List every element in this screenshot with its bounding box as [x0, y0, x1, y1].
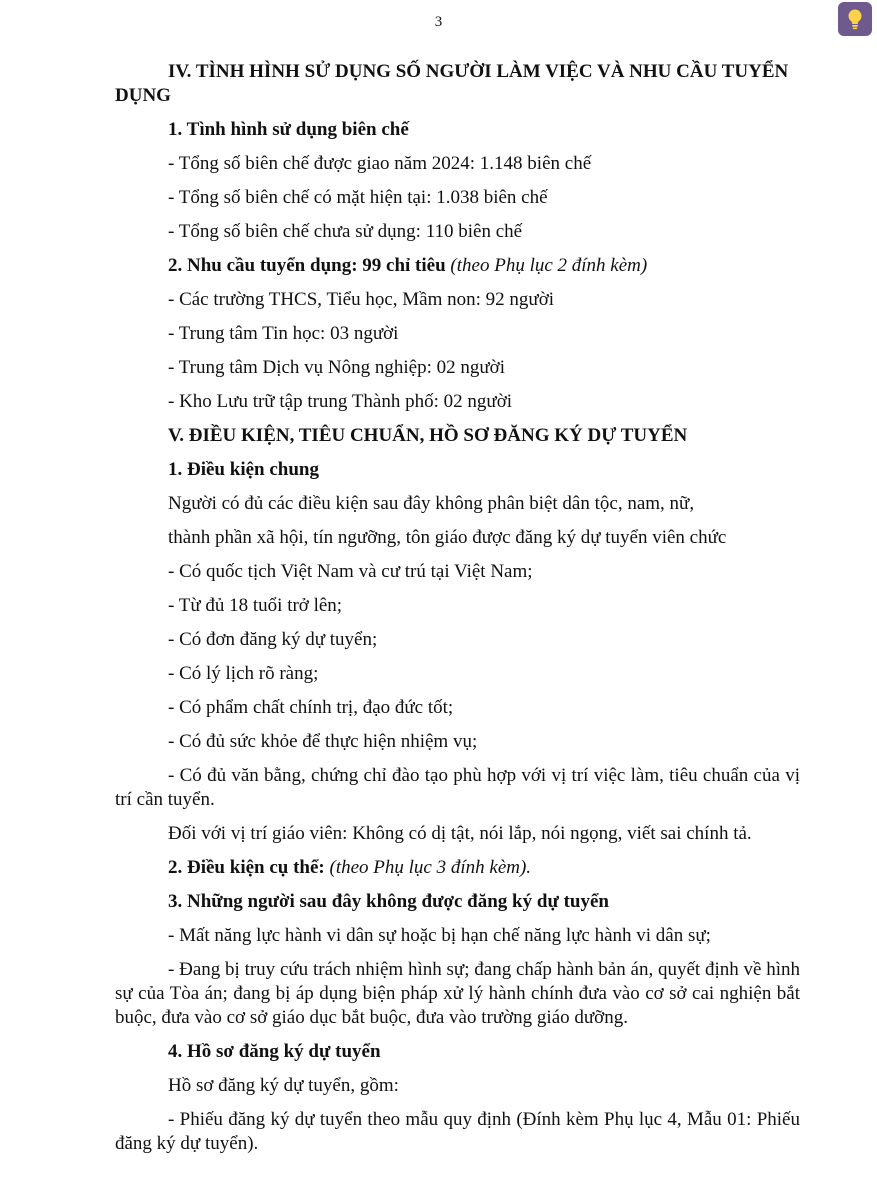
- document-body: [115, 60, 800, 1166]
- list-item: - Từ đủ 18 tuổi trở lên;: [168, 595, 343, 616]
- sub2-title-bold: 2. Nhu cầu tuyển dụng: [168, 255, 352, 276]
- list-item: - Phiếu đăng ký dự tuyển theo mẫu quy định (Đính kèm Phụ lục 4, Mẫu 01: Phiếu đăng ký dự tuyển).: [115, 1109, 800, 1154]
- sub2-title-italic: (theo Phụ lục 3 đính kèm).: [324, 857, 532, 878]
- list-item: - Có đủ sức khỏe để thực hiện nhiệm vụ;: [168, 731, 478, 752]
- section-v-sub1-title: 1. Điều kiện chung: [168, 459, 319, 480]
- intro-line: Người có đủ các điều kiện sau đây không phân biệt dân tộc, nam, nữ,: [168, 493, 695, 514]
- lightbulb-icon: [846, 8, 864, 30]
- section-iv-sub2-title: [115, 254, 800, 278]
- section-iv-title: IV. TÌNH HÌNH SỬ DỤNG SỐ NGƯỜI LÀM VIỆC VÀ NHU CẦU TUYỂN DỤNG: [115, 61, 789, 106]
- list-item: - Tổng số biên chế chưa sử dụng: 110 biên chế: [168, 221, 523, 242]
- list-item: - Trung tâm Dịch vụ Nông nghiệp: 02 người: [168, 357, 506, 378]
- section-v-sub4-title: 4. Hồ sơ đăng ký dự tuyển: [168, 1041, 381, 1062]
- list-item: - Có quốc tịch Việt Nam và cư trú tại Việt Nam;: [168, 561, 533, 582]
- intro-line: thành phần xã hội, tín ngưỡng, tôn giáo được đăng ký dự tuyển viên chức: [168, 527, 727, 548]
- page-number: 3: [434, 14, 443, 30]
- list-item: - Đang bị truy cứu trách nhiệm hình sự; đang chấp hành bản án, quyết định về hình sự của Tòa án; đang bị áp dụng biện pháp xử lý hành chính đưa vào cơ sở cai nghiện bắt buộc, đưa vào cơ sở giáo dục bắt buộc, đưa vào trường giáo dưỡng.: [115, 959, 800, 1028]
- section-v-title: V. ĐIỀU KIỆN, TIÊU CHUẨN, HỒ SƠ ĐĂNG KÝ DỰ TUYỂN: [168, 425, 688, 446]
- list-item: - Tổng số biên chế có mặt hiện tại: 1.038 biên chế: [168, 187, 548, 208]
- list-item: - Có lý lịch rõ ràng;: [168, 663, 319, 684]
- list-item: - Tổng số biên chế được giao năm 2024: 1.148 biên chế: [168, 153, 592, 174]
- lightbulb-button[interactable]: [838, 2, 872, 36]
- list-item: - Có đủ văn bằng, chứng chỉ đào tạo phù hợp với vị trí việc làm, tiêu chuẩn của vị trí cần tuyển.: [115, 765, 800, 810]
- sub2-title-italic: (theo Phụ lục 2 đính kèm): [445, 255, 648, 276]
- section-iv-sub1-title: 1. Tình hình sử dụng biên chế: [168, 119, 409, 140]
- list-item: - Các trường THCS, Tiểu học, Mầm non: 92 người: [168, 289, 555, 310]
- list-item: - Trung tâm Tin học: 03 người: [168, 323, 399, 344]
- list-item: - Có đơn đăng ký dự tuyển;: [168, 629, 378, 650]
- sub2-title-bold: 2. Điều kiện cụ thể:: [168, 857, 325, 878]
- list-item: - Mất năng lực hành vi dân sự hoặc bị hạn chế năng lực hành vi dân sự;: [168, 925, 711, 946]
- list-item: - Kho Lưu trữ tập trung Thành phố: 02 người: [168, 391, 513, 412]
- teacher-note: Đối với vị trí giáo viên: Không có dị tật, nói lắp, nói ngọng, viết sai chính tả.: [168, 823, 752, 844]
- section-v-sub3-title: 3. Những người sau đây không được đăng ký dự tuyển: [168, 891, 609, 912]
- sub2-title-rest: : 99 chỉ tiêu: [351, 255, 446, 276]
- list-item: - Có phẩm chất chính trị, đạo đức tốt;: [168, 697, 454, 718]
- sub4-intro: Hồ sơ đăng ký dự tuyển, gồm:: [168, 1075, 399, 1096]
- section-v-sub2-title: [115, 856, 800, 880]
